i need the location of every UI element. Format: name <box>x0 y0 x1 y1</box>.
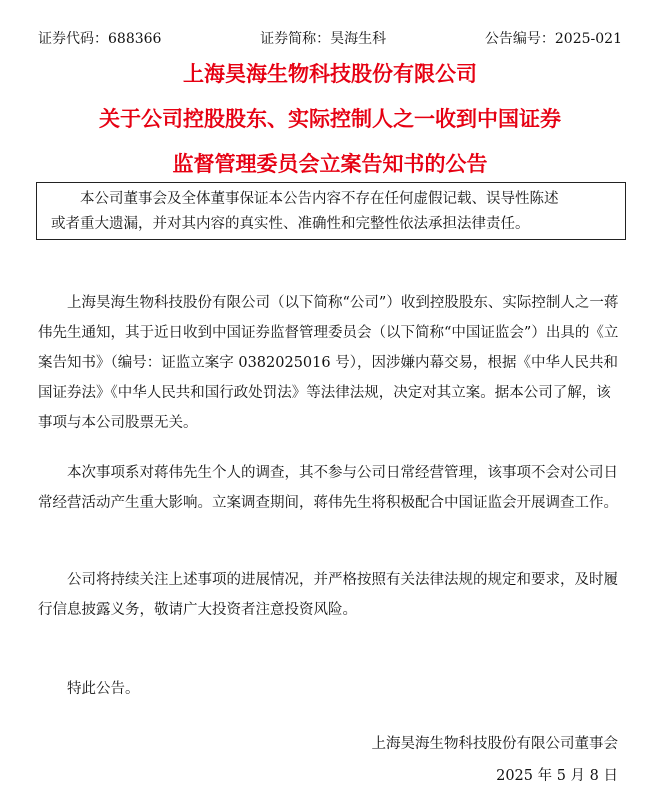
title-line-2: 关于公司控股股东、实际控制人之一收到中国证券 <box>99 107 561 131</box>
title-company: 上海昊海生物科技股份有限公司 <box>183 62 477 86</box>
announcement-header <box>38 30 622 48</box>
paragraph-text: 本次事项系对蒋伟先生个人的调查，其不参与公司日常经营管理，该事项不会对公司日常经营活动产生重大影响。立案调查期间，蒋伟先生将积极配合中国证监会开展调查工作。 <box>38 465 618 511</box>
body-paragraph-1 <box>38 288 620 438</box>
paragraph-text: 公司将持续关注上述事项的进展情况，并严格按照有关法律法规的规定和要求，及时履行信息披露义务，敬请广大投资者注意投资风险。 <box>38 572 618 618</box>
signature-date: 2025 年 5 月 8 日 <box>496 768 618 784</box>
disclaimer-box <box>36 182 626 240</box>
paragraph-text: 上海昊海生物科技股份有限公司（以下简称“公司”）收到控股股东、实际控制人之一蒋伟先生通知，其于近日收到中国证券监督管理委员会（以下简称“中国证监会”）出具的《立案告知书》（编号：证监立案字 0382025016 号），因涉嫌内幕交易，根据《中华人民共和国证券法》《中华人民共和国行政处罚法》等法律法规，决定对其立案。据本公司了解，该事项与本公司股票无关。 <box>38 295 619 431</box>
closing-statement <box>38 674 620 704</box>
title-line-3: 监督管理委员会立案告知书的公告 <box>172 152 488 176</box>
disclaimer-line-2: 或者重大遗漏，并对其内容的真实性、准确性和完整性依法承担法律责任。 <box>51 216 530 232</box>
stock-short-name: 证券简称：昊海生科 <box>260 31 387 47</box>
disclaimer-line-1: 本公司董事会及全体董事保证本公告内容不存在任何虚假记载、误导性陈述 <box>80 191 559 207</box>
stock-code: 证券代码：688366 <box>38 31 162 47</box>
body-paragraph-3 <box>38 565 620 625</box>
paragraph-text: 特此公告。 <box>67 681 140 697</box>
notice-number: 公告编号：2025-021 <box>484 31 622 47</box>
body-paragraph-2 <box>38 458 620 518</box>
signature-org: 上海昊海生物科技股份有限公司董事会 <box>371 736 618 752</box>
